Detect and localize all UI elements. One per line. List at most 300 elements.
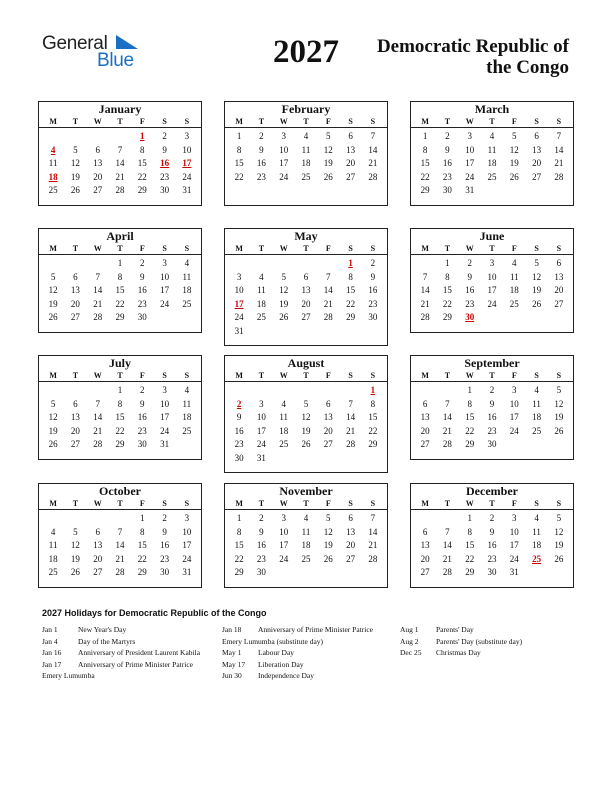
weekday-label: S bbox=[348, 371, 353, 380]
weekday-label: W bbox=[93, 499, 102, 508]
day-cell: 23 bbox=[465, 298, 475, 309]
day-cell: 2 bbox=[489, 385, 495, 395]
weekday-label: S bbox=[162, 244, 167, 253]
empty-cell bbox=[414, 384, 436, 398]
day-cell: 3 bbox=[512, 513, 517, 523]
empty-cell bbox=[42, 512, 64, 526]
weekday-label: W bbox=[279, 244, 288, 253]
day-cell: 29 bbox=[420, 185, 430, 196]
empty-cell bbox=[64, 257, 86, 271]
day-cell: 15 bbox=[420, 158, 430, 169]
holiday-day: 17 bbox=[182, 158, 192, 169]
day-cell: 11 bbox=[48, 540, 58, 551]
day-cell: 7 bbox=[95, 271, 100, 282]
holiday-name: Labour Day bbox=[258, 648, 295, 657]
day-cell: 4 bbox=[534, 385, 539, 395]
day-cell: 4 bbox=[489, 131, 495, 141]
day-cell: 15 bbox=[368, 412, 378, 423]
day-cell: 28 bbox=[442, 567, 452, 578]
day-cell: 28 bbox=[93, 439, 103, 450]
day-cell: 3 bbox=[467, 131, 472, 141]
weekday-label: F bbox=[511, 117, 517, 126]
day-cell: 27 bbox=[554, 298, 564, 309]
day-cell: 28 bbox=[323, 312, 333, 323]
month-may bbox=[224, 228, 388, 346]
weekday-label: S bbox=[348, 117, 353, 126]
day-grid bbox=[411, 510, 573, 580]
day-cell: 24 bbox=[160, 298, 170, 309]
day-cell: 28 bbox=[420, 312, 430, 323]
day-cell: 4 bbox=[184, 258, 190, 268]
day-cell: 10 bbox=[182, 526, 192, 537]
day-cell: 6 bbox=[303, 271, 309, 282]
day-cell: 6 bbox=[348, 513, 353, 523]
day-cell: 6 bbox=[95, 144, 100, 155]
day-cell: 19 bbox=[301, 425, 311, 436]
day-grid bbox=[39, 255, 201, 325]
day-cell: 13 bbox=[420, 412, 430, 423]
day-cell: 10 bbox=[182, 144, 192, 155]
holiday-name: Christmas Day bbox=[436, 648, 481, 657]
weekday-header bbox=[39, 370, 201, 382]
empty-cell bbox=[339, 384, 361, 398]
day-cell: 1 bbox=[422, 131, 428, 141]
day-cell: 4 bbox=[534, 513, 539, 523]
weekday-label: T bbox=[258, 499, 265, 508]
day-cell: 1 bbox=[236, 131, 242, 141]
day-cell: 24 bbox=[509, 553, 519, 564]
day-cell: 6 bbox=[95, 526, 100, 537]
day-cell: 24 bbox=[465, 171, 475, 182]
weekday-header bbox=[411, 370, 573, 382]
day-cell: 16 bbox=[442, 158, 452, 169]
day-cell: 20 bbox=[532, 158, 542, 169]
weekday-label: S bbox=[348, 499, 353, 508]
day-cell: 4 bbox=[281, 398, 286, 409]
day-cell: 16 bbox=[256, 540, 266, 551]
day-cell: 14 bbox=[442, 412, 452, 423]
weekday-label: M bbox=[235, 499, 243, 508]
day-cell: 12 bbox=[70, 158, 80, 169]
weekday-header bbox=[411, 243, 573, 255]
empty-cell bbox=[42, 257, 64, 271]
day-grid bbox=[225, 510, 387, 580]
empty-cell bbox=[436, 512, 458, 526]
weekday-label: F bbox=[325, 371, 331, 380]
day-cell: 6 bbox=[326, 398, 331, 409]
empty-cell bbox=[317, 257, 339, 271]
day-cell: 22 bbox=[115, 298, 125, 309]
day-cell: 13 bbox=[70, 285, 80, 296]
day-cell: 26 bbox=[279, 312, 289, 323]
day-cell: 15 bbox=[115, 285, 125, 296]
weekday-label: T bbox=[72, 371, 79, 380]
weekday-header bbox=[411, 498, 573, 510]
day-cell: 16 bbox=[137, 412, 147, 423]
day-cell: 11 bbox=[48, 158, 58, 169]
holiday-name: New Year's Day bbox=[78, 625, 127, 634]
empty-cell bbox=[87, 384, 109, 398]
day-cell: 20 bbox=[93, 553, 103, 564]
day-cell: 22 bbox=[465, 425, 475, 436]
weekday-label: S bbox=[556, 244, 562, 253]
empty-cell bbox=[64, 512, 86, 526]
day-cell: 10 bbox=[234, 285, 244, 296]
weekday-label: T bbox=[117, 499, 123, 508]
weekday-label: M bbox=[49, 371, 57, 380]
day-cell: 7 bbox=[370, 131, 376, 141]
weekday-header bbox=[225, 498, 387, 510]
weekday-label: T bbox=[489, 499, 495, 508]
day-cell: 24 bbox=[182, 553, 192, 564]
day-cell: 25 bbox=[48, 567, 58, 578]
empty-cell bbox=[273, 257, 295, 271]
day-cell: 21 bbox=[442, 553, 452, 564]
day-cell: 23 bbox=[234, 439, 244, 450]
day-cell: 22 bbox=[137, 553, 147, 564]
holiday-name: Anniversary of Prime Minister Patrice Emery Lumumba (substitute day) bbox=[222, 625, 373, 646]
weekday-label: M bbox=[235, 117, 243, 126]
day-cell: 12 bbox=[509, 144, 519, 155]
weekday-label: M bbox=[421, 371, 429, 380]
day-cell: 16 bbox=[160, 540, 170, 551]
weekday-label: F bbox=[511, 371, 517, 380]
day-cell: 3 bbox=[259, 398, 264, 409]
day-cell: 25 bbox=[301, 553, 311, 564]
day-cell: 27 bbox=[70, 439, 80, 450]
weekday-header bbox=[225, 116, 387, 128]
day-cell: 1 bbox=[140, 513, 145, 523]
day-cell: 8 bbox=[467, 398, 472, 409]
day-cell: 2 bbox=[140, 258, 145, 268]
weekday-label: M bbox=[235, 371, 243, 380]
weekday-label: T bbox=[444, 117, 451, 126]
weekday-label: S bbox=[534, 499, 539, 508]
day-cell: 7 bbox=[445, 398, 450, 409]
day-cell: 26 bbox=[323, 171, 333, 182]
day-cell: 30 bbox=[137, 312, 147, 323]
day-cell: 30 bbox=[256, 567, 266, 578]
day-cell: 31 bbox=[182, 567, 192, 578]
weekday-label: F bbox=[511, 244, 517, 253]
day-cell: 31 bbox=[234, 325, 244, 336]
day-cell: 11 bbox=[182, 271, 192, 282]
weekday-header bbox=[225, 243, 387, 255]
weekday-label: T bbox=[303, 117, 309, 126]
day-cell: 13 bbox=[554, 271, 564, 282]
month-name: October bbox=[99, 484, 141, 498]
holiday-date: Aug 1 bbox=[400, 625, 419, 634]
day-cell: 24 bbox=[256, 439, 266, 450]
day-cell: 4 bbox=[512, 258, 517, 268]
day-cell: 27 bbox=[420, 439, 430, 450]
holiday-name: Independence Day bbox=[258, 671, 315, 680]
day-cell: 6 bbox=[73, 271, 78, 282]
day-cell: 20 bbox=[346, 540, 356, 551]
holiday-name: Liberation Day bbox=[258, 659, 304, 669]
weekday-header bbox=[39, 498, 201, 510]
day-cell: 22 bbox=[346, 298, 356, 309]
day-cell: 10 bbox=[279, 144, 289, 155]
day-cell: 29 bbox=[137, 567, 147, 578]
day-cell: 25 bbox=[48, 185, 58, 196]
day-cell: 8 bbox=[117, 271, 123, 282]
day-cell: 5 bbox=[50, 271, 56, 282]
day-cell: 24 bbox=[279, 171, 289, 182]
holiday-date: Jan 18 bbox=[222, 625, 242, 634]
weekday-label: T bbox=[117, 371, 123, 380]
day-cell: 8 bbox=[117, 398, 123, 409]
weekday-label: M bbox=[421, 499, 429, 508]
day-cell: 4 bbox=[303, 513, 309, 523]
day-cell: 11 bbox=[301, 526, 311, 537]
day-cell: 22 bbox=[234, 171, 244, 182]
day-cell: 7 bbox=[95, 398, 100, 409]
day-grid bbox=[411, 128, 573, 198]
weekday-label: F bbox=[325, 244, 331, 253]
holiday-item bbox=[222, 670, 387, 682]
empty-cell bbox=[87, 257, 109, 271]
day-cell: 26 bbox=[554, 425, 564, 436]
holiday-date: Jan 17 bbox=[42, 659, 62, 669]
day-cell: 27 bbox=[323, 439, 333, 450]
day-cell: 13 bbox=[323, 412, 333, 423]
holiday-day: 17 bbox=[234, 298, 244, 309]
weekday-label: M bbox=[49, 244, 57, 253]
day-cell: 22 bbox=[234, 553, 244, 564]
day-cell: 17 bbox=[509, 540, 519, 551]
weekday-label: S bbox=[370, 499, 376, 508]
day-cell: 1 bbox=[117, 385, 123, 395]
day-cell: 29 bbox=[465, 567, 475, 578]
day-cell: 3 bbox=[512, 385, 517, 395]
day-cell: 21 bbox=[554, 158, 564, 169]
day-cell: 24 bbox=[160, 425, 170, 436]
day-cell: 14 bbox=[368, 144, 378, 155]
day-cell: 6 bbox=[422, 526, 428, 537]
day-cell: 27 bbox=[346, 171, 356, 182]
day-cell: 22 bbox=[137, 171, 147, 182]
day-cell: 20 bbox=[70, 298, 80, 309]
day-cell: 8 bbox=[140, 526, 145, 537]
day-cell: 21 bbox=[115, 171, 125, 182]
day-cell: 28 bbox=[115, 567, 125, 578]
day-cell: 20 bbox=[554, 285, 564, 296]
day-cell: 12 bbox=[70, 540, 80, 551]
month-august bbox=[224, 355, 388, 473]
month-february bbox=[224, 101, 388, 206]
day-cell: 9 bbox=[259, 526, 264, 537]
weekday-label: W bbox=[465, 371, 474, 380]
day-cell: 8 bbox=[370, 398, 376, 409]
weekday-label: M bbox=[421, 244, 429, 253]
day-cell: 19 bbox=[70, 171, 80, 182]
day-cell: 9 bbox=[140, 271, 145, 282]
day-cell: 30 bbox=[160, 567, 170, 578]
day-cell: 19 bbox=[279, 298, 289, 309]
day-cell: 27 bbox=[93, 567, 103, 578]
day-cell: 16 bbox=[234, 425, 244, 436]
weekday-label: T bbox=[72, 499, 79, 508]
empty-cell bbox=[317, 384, 339, 398]
day-cell: 28 bbox=[554, 171, 564, 182]
day-cell: 18 bbox=[301, 540, 311, 551]
day-cell: 31 bbox=[509, 567, 519, 578]
holiday-day: 30 bbox=[465, 312, 475, 323]
day-cell: 29 bbox=[442, 312, 452, 323]
day-cell: 23 bbox=[137, 298, 147, 309]
day-cell: 11 bbox=[279, 412, 289, 423]
month-april bbox=[38, 228, 202, 333]
brand-word-blue: Blue bbox=[97, 50, 134, 71]
day-cell: 15 bbox=[137, 158, 147, 169]
day-cell: 1 bbox=[117, 258, 123, 268]
weekday-label: S bbox=[184, 499, 190, 508]
day-cell: 12 bbox=[301, 412, 311, 423]
day-cell: 19 bbox=[70, 553, 80, 564]
day-cell: 26 bbox=[532, 298, 542, 309]
holiday-date: Dec 25 bbox=[400, 648, 422, 657]
day-cell: 12 bbox=[532, 271, 542, 282]
day-cell: 29 bbox=[115, 312, 125, 323]
empty-cell bbox=[64, 384, 86, 398]
day-cell: 21 bbox=[442, 425, 452, 436]
day-cell: 23 bbox=[160, 553, 170, 564]
day-cell: 30 bbox=[160, 185, 170, 196]
day-cell: 9 bbox=[489, 398, 495, 409]
day-cell: 29 bbox=[465, 439, 475, 450]
day-cell: 10 bbox=[160, 398, 170, 409]
day-cell: 19 bbox=[323, 540, 333, 551]
weekday-label: M bbox=[49, 117, 57, 126]
day-cell: 17 bbox=[509, 412, 519, 423]
day-cell: 24 bbox=[279, 553, 289, 564]
day-cell: 12 bbox=[279, 285, 289, 296]
day-cell: 16 bbox=[487, 540, 497, 551]
day-cell: 29 bbox=[137, 185, 147, 196]
day-cell: 23 bbox=[160, 171, 170, 182]
day-cell: 7 bbox=[348, 398, 353, 409]
day-cell: 10 bbox=[509, 526, 519, 537]
day-cell: 15 bbox=[465, 412, 475, 423]
day-cell: 18 bbox=[256, 298, 266, 309]
day-cell: 3 bbox=[489, 258, 495, 268]
day-cell: 22 bbox=[115, 425, 125, 436]
empty-cell bbox=[87, 130, 109, 144]
day-cell: 15 bbox=[442, 285, 452, 296]
day-cell: 26 bbox=[323, 553, 333, 564]
day-cell: 21 bbox=[93, 425, 103, 436]
day-cell: 15 bbox=[234, 540, 244, 551]
day-cell: 30 bbox=[368, 312, 378, 323]
day-cell: 17 bbox=[160, 412, 170, 423]
holiday-day: 1 bbox=[140, 131, 145, 141]
weekday-label: F bbox=[139, 499, 145, 508]
day-cell: 15 bbox=[137, 540, 147, 551]
day-cell: 27 bbox=[420, 567, 430, 578]
weekday-label: W bbox=[93, 371, 102, 380]
day-cell: 28 bbox=[346, 439, 356, 450]
day-cell: 16 bbox=[465, 285, 475, 296]
day-cell: 21 bbox=[323, 298, 333, 309]
day-cell: 5 bbox=[556, 385, 562, 395]
day-cell: 19 bbox=[532, 285, 542, 296]
day-cell: 18 bbox=[509, 285, 519, 296]
day-cell: 5 bbox=[326, 513, 331, 523]
holiday-item bbox=[42, 624, 212, 636]
month-name: April bbox=[106, 229, 134, 243]
weekday-label: S bbox=[184, 244, 190, 253]
day-cell: 9 bbox=[236, 412, 242, 423]
holiday-day: 1 bbox=[370, 385, 376, 395]
day-cell: 2 bbox=[140, 385, 145, 395]
day-cell: 30 bbox=[234, 452, 244, 463]
day-cell: 8 bbox=[445, 271, 450, 282]
empty-cell bbox=[42, 130, 64, 144]
weekday-header bbox=[411, 116, 573, 128]
day-cell: 16 bbox=[487, 412, 497, 423]
holiday-date: May 1 bbox=[222, 648, 242, 657]
day-cell: 5 bbox=[50, 398, 56, 409]
day-cell: 11 bbox=[301, 144, 311, 155]
day-cell: 11 bbox=[509, 271, 519, 282]
day-cell: 10 bbox=[509, 398, 519, 409]
day-cell: 22 bbox=[420, 171, 430, 182]
day-cell: 5 bbox=[73, 144, 78, 155]
holiday-day: 18 bbox=[48, 171, 58, 182]
day-cell: 10 bbox=[256, 412, 266, 423]
weekday-label: F bbox=[139, 371, 145, 380]
holiday-day: 4 bbox=[50, 144, 56, 155]
day-cell: 5 bbox=[303, 398, 309, 409]
day-cell: 5 bbox=[73, 526, 78, 537]
day-cell: 27 bbox=[346, 553, 356, 564]
day-cell: 17 bbox=[487, 285, 497, 296]
day-cell: 14 bbox=[93, 412, 103, 423]
day-cell: 28 bbox=[368, 553, 378, 564]
day-cell: 31 bbox=[182, 185, 192, 196]
weekday-label: F bbox=[139, 244, 145, 253]
day-cell: 18 bbox=[48, 553, 58, 564]
day-cell: 27 bbox=[70, 312, 80, 323]
day-cell: 21 bbox=[420, 298, 430, 309]
holiday-name: Anniversary of Prime Minister Patrice Emery Lumumba bbox=[42, 659, 193, 680]
weekday-header bbox=[225, 370, 387, 382]
holiday-name: Parents' Day (substitute day) bbox=[436, 636, 523, 646]
day-cell: 25 bbox=[301, 171, 311, 182]
day-cell: 9 bbox=[162, 526, 167, 537]
day-cell: 9 bbox=[445, 144, 450, 155]
day-cell: 23 bbox=[487, 425, 497, 436]
day-cell: 29 bbox=[115, 439, 125, 450]
weekday-label: T bbox=[489, 117, 495, 126]
weekday-label: T bbox=[303, 371, 309, 380]
weekday-label: S bbox=[184, 117, 190, 126]
day-cell: 23 bbox=[487, 553, 497, 564]
holiday-column bbox=[42, 624, 212, 682]
weekday-label: W bbox=[93, 244, 102, 253]
day-cell: 19 bbox=[554, 412, 564, 423]
day-cell: 22 bbox=[442, 298, 452, 309]
weekday-label: T bbox=[72, 244, 79, 253]
day-cell: 13 bbox=[346, 526, 356, 537]
day-cell: 18 bbox=[532, 412, 542, 423]
day-cell: 17 bbox=[256, 425, 266, 436]
day-cell: 8 bbox=[236, 144, 242, 155]
day-cell: 8 bbox=[467, 526, 472, 537]
day-cell: 17 bbox=[465, 158, 475, 169]
weekday-label: S bbox=[162, 371, 167, 380]
